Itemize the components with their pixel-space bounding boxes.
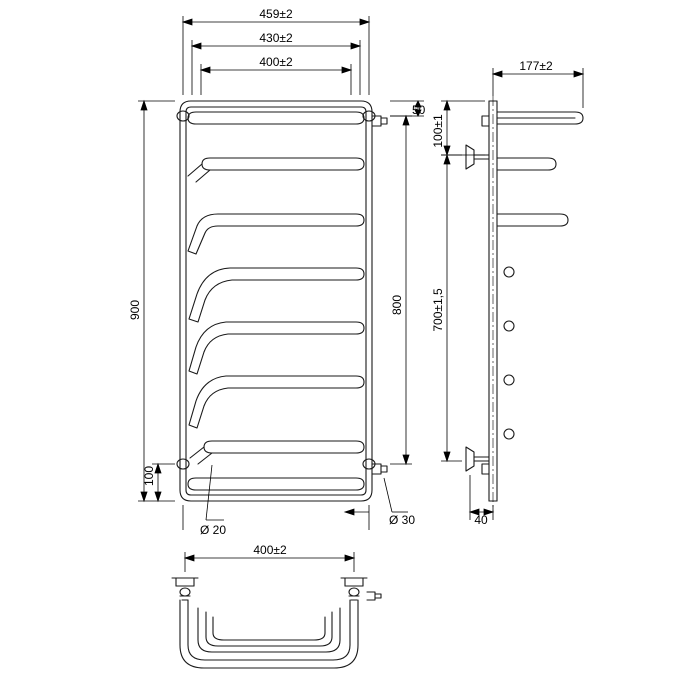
dimension-lines (138, 16, 583, 572)
dim-mount-span: 700±1,5 (431, 288, 445, 332)
dim-top-view-width: 400±2 (253, 543, 287, 557)
dim-wall-offset: 40 (474, 513, 488, 527)
side-view-geometry (466, 101, 583, 501)
top-view-geometry (172, 578, 381, 668)
dim-tube-large: Ø 30 (389, 513, 416, 527)
dim-bottom-offset: 100 (142, 465, 156, 487)
dim-overall-height: 900 (128, 299, 142, 321)
dim-top-offset: 50 (412, 103, 426, 117)
front-view-geometry (177, 101, 387, 501)
dim-inner-height: 800 (390, 294, 404, 316)
dim-top-segment: 100±1 (431, 114, 445, 148)
dim-depth: 177±2 (519, 59, 553, 73)
dim-mount-width: 430±2 (259, 31, 293, 45)
dim-inner-width: 400±2 (259, 55, 293, 69)
dim-overall-width: 459±2 (259, 7, 293, 21)
dim-tube-small: Ø 20 (200, 523, 227, 537)
